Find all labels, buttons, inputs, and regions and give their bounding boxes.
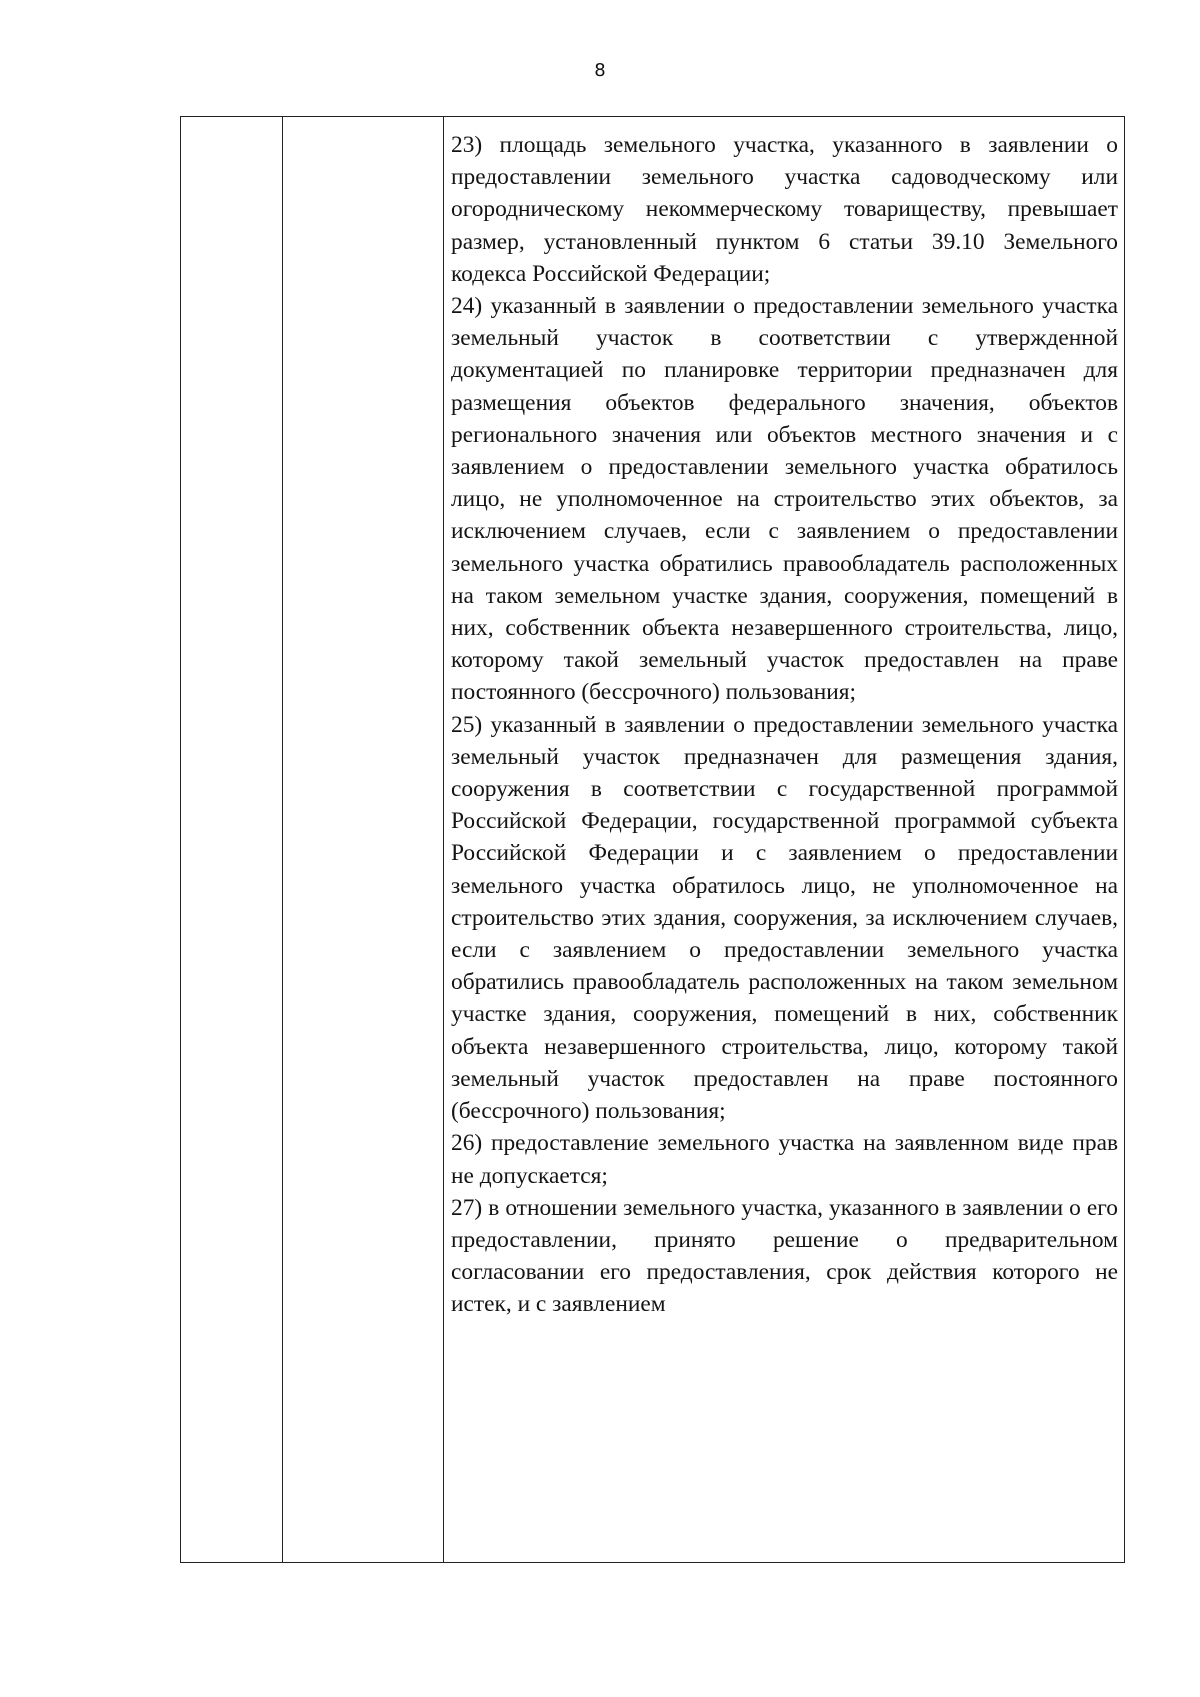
table-cell-text (451, 129, 1118, 1321)
column-divider-1 (282, 117, 283, 1562)
page-number: 8 (594, 60, 606, 81)
list-item-25: 25) указанный в заявлении о предоставлении земельного участка земельный участок предназначен для размещения здания, сооружения в соответствии с государственной программой Российской Федерации, государственной программой субъекта Российской Федерации и с заявлением о предоставлении земельного участка обратилось лицо, не уполномоченное на строительство этих здания, сооружения, за исключением случаев, если с заявлением о предоставлении земельного участка обратились правообладатель расположенных на таком земельном участке здания, сооружения, помещений в них, собственник объекта незавершенного строительства, лицо, которому такой земельный участок предоставлен на праве постоянного (бессрочного) пользования; (451, 711, 1118, 1125)
list-item-26: 26) предоставление земельного участка на заявленном виде прав не допускается; (451, 1130, 1118, 1189)
list-item-23: 23) площадь земельного участка, указанного в заявлении о предоставлении земельного участка садоводческому или огородническому некоммерческому товариществу, превышает размер, установленный пунктом 6 статьи 39.10 Земельного кодекса Российской Федерации; (451, 132, 1118, 287)
list-item-27: 27) в отношении земельного участка, указанного в заявлении о его предоставлении, принято решение о предварительном согласовании его предоставления, срок действия которого не истек, и с заявлением (451, 1194, 1118, 1318)
list-item-24: 24) указанный в заявлении о предоставлении земельного участка земельный участок в соответствии с утвержденной документацией по планировке территории предназначен для размещения объектов федерального значения, объектов регионального значения или объектов местного значения и с заявлением о предоставлении земельного участка обратилось лицо, не уполномоченное на строительство этих объектов, за исключением случаев, если с заявлением о предоставлении земельного участка обратились правообладатель расположенных на таком земельном участке здания, сооружения, помещений в них, собственник объекта незавершенного строительства, лицо, которому такой земельный участок предоставлен на праве постоянного (бессрочного) пользования; (451, 293, 1118, 706)
document-table (180, 116, 1125, 1563)
column-divider-2 (443, 117, 444, 1562)
